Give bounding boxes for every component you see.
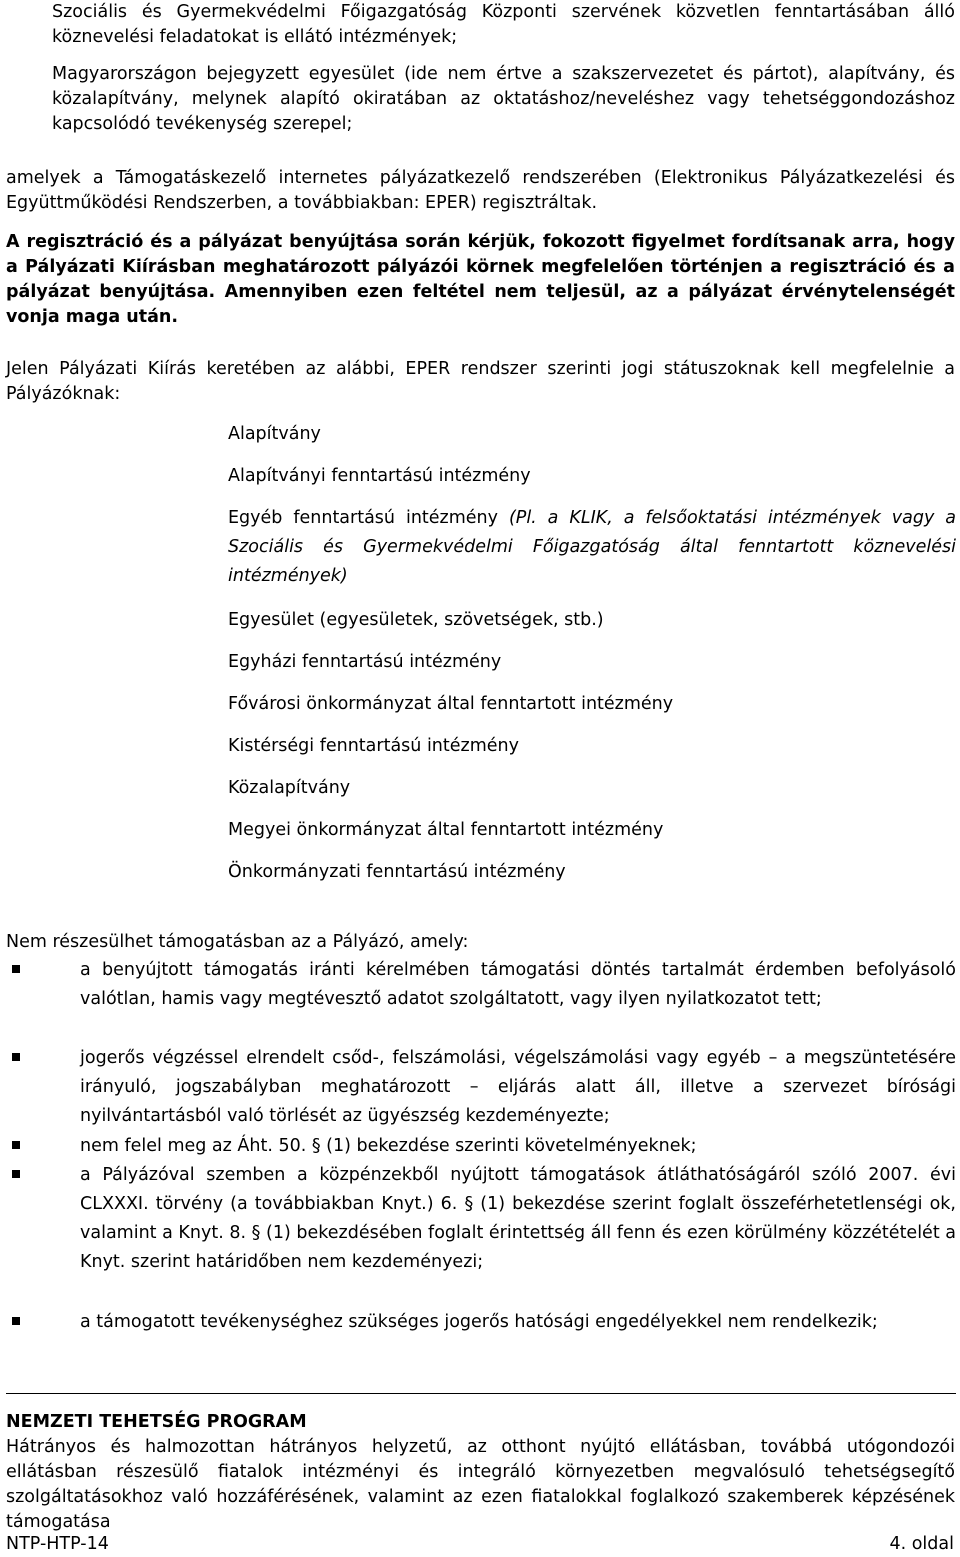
status-label: Egyéb fenntartású intézmény bbox=[228, 508, 509, 528]
status-item bbox=[228, 648, 956, 677]
status-label: Alapítványi fenntartású intézmény bbox=[228, 466, 531, 486]
registration-paragraph: amelyek a Támogatáskezelő internetes pályázatkezelő rendszerében (Elektronikus Pályázatkezelési és Együttműködési Rendszerben, a továbbiakban: EPER) regisztráltak. bbox=[6, 168, 955, 213]
status-label: Önkormányzati fenntartású intézmény bbox=[228, 862, 566, 882]
status-item bbox=[228, 816, 956, 845]
exclusion-text: a benyújtott támogatás iránti kérelmében támogatási döntés tartalmát érdemben befolyásoló valótlan, hamis vagy megtévesztő adatot szolgáltatott, vagy ilyen nyilatkozatot tett; bbox=[80, 960, 956, 1009]
status-item bbox=[228, 858, 956, 887]
square-bullet-icon bbox=[12, 1317, 20, 1325]
status-item bbox=[228, 774, 956, 803]
page-number: 4. oldal bbox=[889, 1534, 954, 1554]
square-bullet-icon bbox=[12, 1053, 20, 1061]
status-item bbox=[228, 732, 956, 761]
status-label: Egyházi fenntartású intézmény bbox=[228, 652, 502, 672]
program-title: NEMZETI TEHETSÉG PROGRAM bbox=[6, 1412, 307, 1432]
square-bullet-icon bbox=[12, 965, 20, 973]
status-note: (Pl. a KLIK, a felsőoktatási intézmények vagy a Szociális és Gyermekvédelmi Főigazgatóság által fenntartott köznevelési intézmények) bbox=[228, 508, 956, 586]
exclusion-text: a Pályázóval szemben a közpénzekből nyújtott támogatások átláthatóságáról szóló 2007. évi CLXXXI. törvény (a továbbiakban Knyt.) 6. § (1) bekezdése szerint foglalt összeférhetetlenségi ok, valamint a Knyt. 8. § (1) bekezdésében foglalt érintettség áll fenn és ezen körülmény közzétételét a Knyt. szerint határidőben nem kezdeményezi; bbox=[80, 1165, 956, 1272]
exclusion-text: nem felel meg az Áht. 50. § (1) bekezdése szerinti követelményeknek; bbox=[80, 1136, 697, 1156]
status-item bbox=[228, 606, 956, 635]
status-label: Kistérségi fenntartású intézmény bbox=[228, 736, 519, 756]
square-bullet-icon bbox=[12, 1141, 20, 1149]
status-item bbox=[228, 690, 956, 719]
program-description: Hátrányos és halmozottan hátrányos helyzetű, az otthont nyújtó ellátásban, továbbá utógondozói ellátásban részesülő fiatalok intézményi és integráló környezetben megvalósuló tehetségsegítő szolgáltatásokhoz való hozzáférésének, valamint az ezen fiatalokkal foglalkozó szakemberek képzésének támogatása bbox=[6, 1437, 955, 1532]
square-bullet-icon bbox=[12, 1170, 20, 1178]
intro-paragraph-1: Szociális és Gyermekvédelmi Főigazgatóság Központi szervének közvetlen fenntartásában álló köznevelési feladatokat is ellátó intézmények; bbox=[52, 2, 955, 47]
status-label: Megyei önkormányzat által fenntartott intézmény bbox=[228, 820, 664, 840]
status-label: Fővárosi önkormányzat által fenntartott intézmény bbox=[228, 694, 674, 714]
exclusion-text: a támogatott tevékenységhez szükséges jogerős hatósági engedélyekkel nem rendelkezik; bbox=[80, 1312, 878, 1332]
exclusion-text: jogerős végzéssel elrendelt csőd-, felszámolási, végelszámolási vagy egyéb – a megszüntetésére irányuló, jogszabályban meghatározott – eljárás alatt áll, illetve a szervezet bírósági nyilvántartásból való törlését az ügyészség kezdeményezte; bbox=[80, 1048, 956, 1126]
status-item bbox=[228, 420, 956, 449]
intro-paragraph-2: Magyarországon bejegyzett egyesület (ide nem értve a szakszervezetet és pártot), alapítvány, és közalapítvány, melynek alapító okiratában az oktatáshoz/neveléshez vagy tehetséggondozáshoz kapcsolódó tevékenység szerepel; bbox=[52, 64, 955, 134]
status-item bbox=[228, 504, 956, 591]
status-item bbox=[228, 462, 956, 491]
status-label: Közalapítvány bbox=[228, 778, 351, 798]
exclusion-intro: Nem részesülhet támogatásban az a Pályázó, amely: bbox=[6, 932, 469, 952]
status-label: Alapítvány bbox=[228, 424, 321, 444]
status-label: Egyesület (egyesületek, szövetségek, stb.) bbox=[228, 610, 604, 630]
warning-paragraph: A regisztráció és a pályázat benyújtása során kérjük, fokozott figyelmet fordítsanak arra, hogy a Pályázati Kiírásban meghatározott pályázói körnek megfelelően történjen a regisztráció és a pályázat benyújtása. Amennyiben ezen feltétel nem teljesül, az a pályázat érvénytelenségét vonja maga után. bbox=[6, 232, 955, 327]
footer-divider bbox=[6, 1393, 956, 1394]
program-code: NTP-HTP-14 bbox=[6, 1534, 109, 1554]
status-intro: Jelen Pályázati Kiírás keretében az alábbi, EPER rendszer szerinti jogi státuszoknak kell megfelelnie a Pályázóknak: bbox=[6, 359, 955, 404]
